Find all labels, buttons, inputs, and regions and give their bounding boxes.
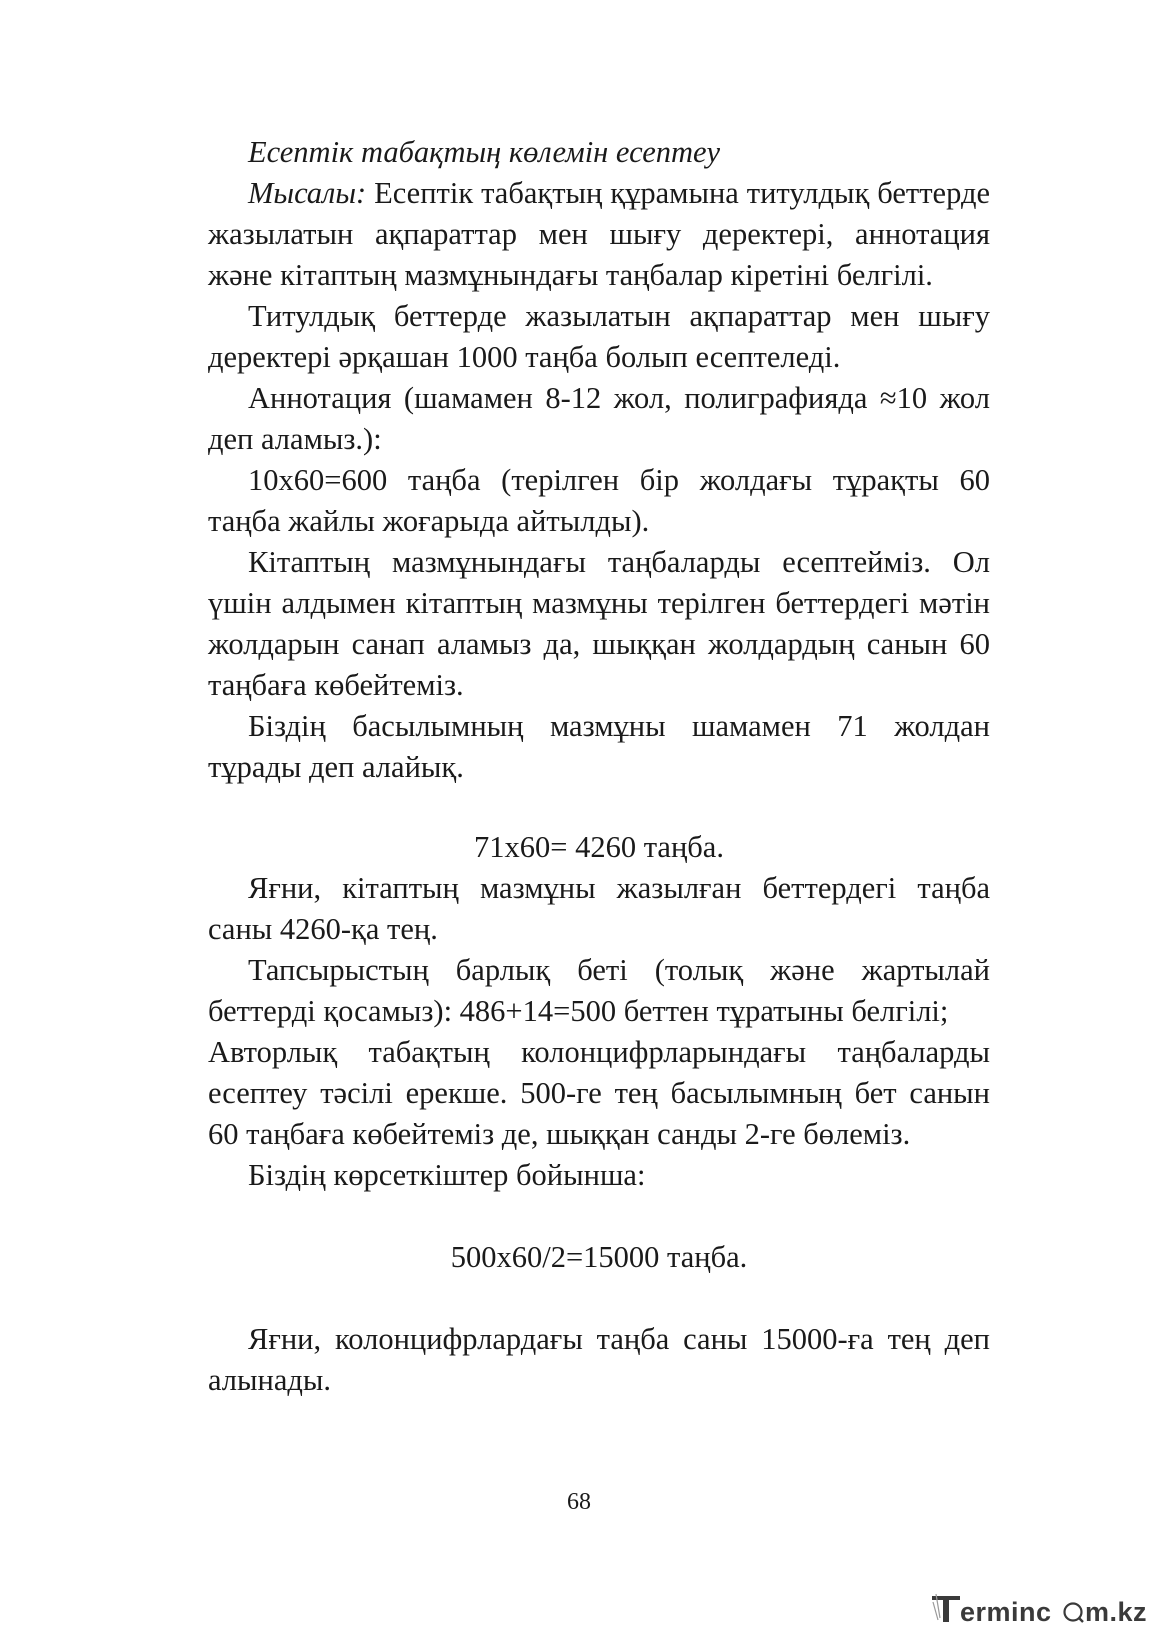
section-heading: Есептік табақтың көлемін есептеу <box>248 135 721 169</box>
title-pages-paragraph: Титулдық беттерде жазылатын ақпараттар мен шығу деректері әрқашан 1000 таңба болып есептеледі. <box>208 299 990 374</box>
folio-method-paragraph: Авторлық табақтың колонцифрларындағы таңбаларды есептеу тәсілі ерекше. 500-ге тең басылымның бет санын 60 таңбаға көбейтеміз де, шыққан санды 2-ге бөлеміз. <box>208 1035 990 1151</box>
example-paragraph <box>208 173 990 296</box>
indicators-paragraph: Біздің көрсеткіштер бойынша: <box>248 1158 646 1192</box>
annotation-calc-paragraph: 10х60=600 таңба (терілген бір жолдағы тұрақты 60 таңба жайлы жоғарыда айтылды). <box>208 463 990 538</box>
spacer <box>208 1278 990 1319</box>
svg-text:erminc: erminc <box>960 1597 1052 1627</box>
example-text: Есептік табақтың құрамына титулдық беттерде жазылатын ақпараттар мен шығу деректері, аннотация және кітаптың мазмұнындағы таңбалар кіретіні белгілі. <box>208 176 990 292</box>
formula-folios: 500х60/2=15000 таңба. <box>450 1240 748 1274</box>
total-pages-paragraph: Тапсырыстың барлық беті (толық және жартылай беттерді қосамыз): 486+14=500 беттен тұратыны белгілі; <box>208 953 990 1028</box>
watermark-icon <box>930 1590 1148 1630</box>
page-body <box>208 132 990 1401</box>
page-number: 68 <box>567 1489 591 1515</box>
result-folios-paragraph: Яғни, колонцифрлардағы таңба саны 15000-ға тең деп алынады. <box>208 1322 990 1397</box>
result-contents-paragraph: Яғни, кітаптың мазмұны жазылған беттердегі таңба саны 4260-қа тең. <box>208 871 990 946</box>
spacer <box>208 788 990 827</box>
termincom-watermark-logo <box>930 1590 1148 1630</box>
example-label: Мысалы: <box>248 176 367 210</box>
annotation-paragraph: Аннотация (шамамен 8-12 жол, полиграфияда ≈10 жол деп аламыз.): <box>208 381 990 456</box>
contents-paragraph: Кітаптың мазмұнындағы таңбаларды есептейміз. Ол үшін алдымен кітаптың мазмұны терілген беттердегі мәтін жолдарын санап аламыз да, шыққан жолдардың санын 60 таңбаға көбейтеміз. <box>208 545 990 702</box>
formula-contents: 71х60= 4260 таңба. <box>474 830 724 864</box>
our-contents-paragraph: Біздің басылымның мазмұны шамамен 71 жолдан тұрады деп алайық. <box>208 709 990 784</box>
spacer <box>208 1196 990 1237</box>
svg-text:m.kz: m.kz <box>1085 1597 1148 1627</box>
